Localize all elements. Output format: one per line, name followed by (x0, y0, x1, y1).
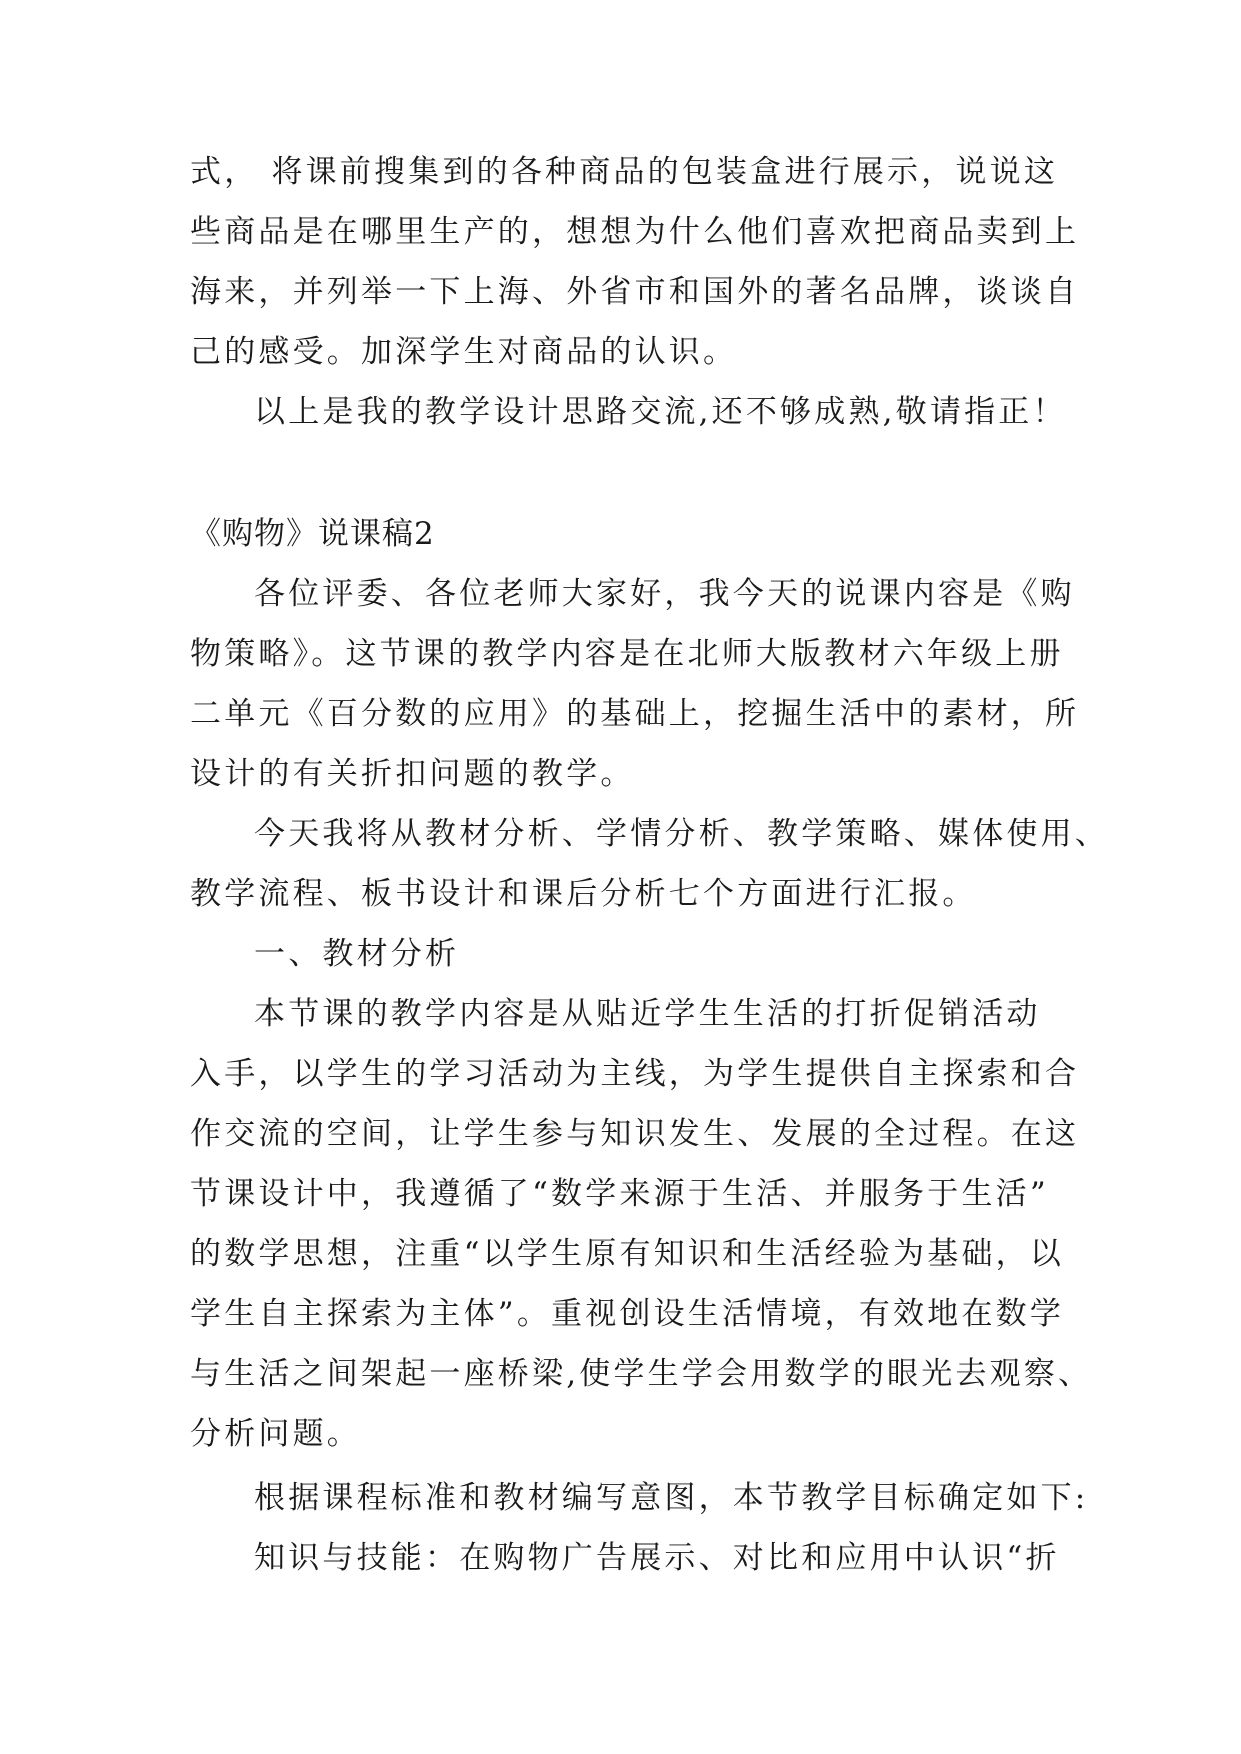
paragraph-line: 学生自主探索为主体”。重视创设生活情境，有效地在数学 (190, 1296, 1065, 1332)
paragraph-line: 与生活之间架起一座桥梁,使学生学会用数学的眼光去观察、 (190, 1356, 1093, 1392)
paragraph-line: 分析问题。 (190, 1416, 361, 1452)
paragraph-line: 海来，并列举一下上海、外省市和国外的著名品牌，谈谈自 (190, 274, 1080, 310)
paragraph-line: 己的感受。加深学生对商品的认识。 (190, 334, 738, 370)
paragraph-line: 今天我将从教材分析、学情分析、教学策略、媒体使用、 (254, 816, 1109, 852)
paragraph-line: 二单元《百分数的应用》的基础上，挖掘生活中的素材，所 (190, 696, 1080, 732)
paragraph-line: 些商品是在哪里生产的，想想为什么他们喜欢把商品卖到上 (190, 214, 1080, 250)
paragraph-line: 入手，以学生的学习活动为主线，为学生提供自主探索和合 (190, 1056, 1080, 1092)
paragraph-line: 教学流程、板书设计和课后分析七个方面进行汇报。 (190, 876, 977, 912)
section-heading: 一、教材分析 (254, 936, 460, 972)
paragraph-line: 各位评委、各位老师大家好，我今天的说课内容是《购 (254, 576, 1075, 612)
paragraph-line: 作交流的空间，让学生参与知识发生、发展的全过程。在这 (190, 1116, 1080, 1152)
paragraph-line: 式， 将课前搜集到的各种商品的包装盒进行展示，说说这 (190, 154, 1059, 190)
paragraph-line: 设计的有关折扣问题的教学。 (190, 756, 635, 792)
paragraph-line: 根据课程标准和教材编写意图，本节教学目标确定如下: (254, 1480, 1089, 1516)
paragraph-line: 本节课的教学内容是从贴近学生生活的打折促销活动 (254, 996, 1041, 1032)
paragraph-line: 节课设计中，我遵循了“数学来源于生活、并服务于生活” (190, 1176, 1049, 1212)
section-title: 《购物》说课稿2 (190, 516, 435, 552)
paragraph-line: 的数学思想，注重“以学生原有知识和生活经验为基础，以 (190, 1236, 1065, 1272)
closing-line: 以上是我的教学设计思路交流,还不够成熟,敬请指正！ (254, 394, 1067, 430)
paragraph-line: 物策略》。这节课的教学内容是在北师大版教材六年级上册 (190, 636, 1064, 672)
paragraph-line: 知识与技能：在购物广告展示、对比和应用中认识“折 (254, 1540, 1060, 1576)
